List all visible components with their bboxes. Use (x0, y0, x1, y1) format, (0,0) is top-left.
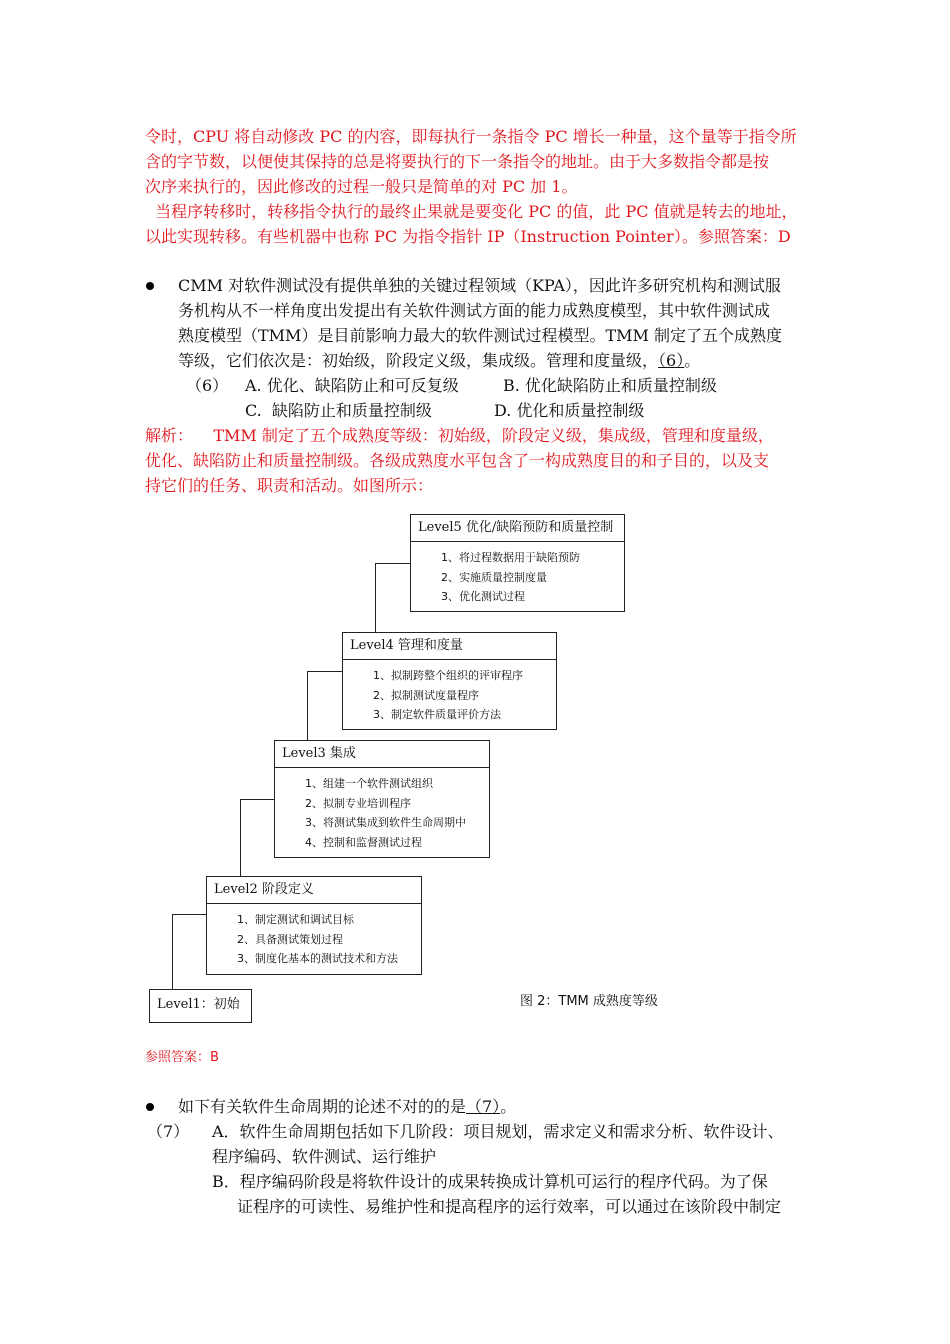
q6-option-b: B. 优化缺陷防止和质量控制级 (503, 376, 717, 395)
para1-line-1: 令时，CPU 将自动修改 PC 的内容，即每执行一条指令 PC 增长一种量，这个量等于指令所 (145, 127, 797, 146)
connector-l2-l3 (240, 799, 241, 877)
connector-l1-l2-h (172, 914, 207, 915)
q7-stem (178, 1094, 516, 1119)
q7-stem-suffix: 。 (500, 1097, 517, 1116)
q6-line-2: 务机构从不一样角度出发提出有关软件测试方面的能力成熟度模型，其中软件测试成 (178, 301, 771, 320)
connector-l3-l4-h (307, 671, 343, 672)
q6-analysis-line-3: 持它们的任务、职责和活动。如图所示： (145, 476, 434, 495)
connector-l1-l2 (172, 914, 173, 990)
level3-item-2: 2、拟制专业培训程序 (305, 796, 411, 810)
level3-title: Level3 集成 (275, 741, 489, 768)
q6-option-d: D. 优化和质量控制级 (494, 401, 645, 420)
level4-item-1: 1、拟制跨整个组织的评审程序 (373, 669, 523, 682)
para1-line-3: 次序来执行的，因此修改的过程一般只是简单的对 PC 加 1。 (145, 177, 578, 196)
level4-item-3: 3、制定软件质量评价方法 (373, 708, 501, 721)
bullet-icon (146, 282, 154, 290)
level3-box (274, 740, 490, 858)
q7-option-a-line-1: A．软件生命周期包括如下几阶段：项目规划，需求定义和需求分析、软件设计、 (212, 1122, 784, 1141)
para1-line-2: 含的字节数，以便使其保持的总是将要执行的下一条指令的地址。由于大多数指令都是按 (145, 152, 770, 171)
q7-option-a-line-2: 程序编码、软件测试、运行维护 (212, 1147, 437, 1166)
level2-item-1: 1、制定测试和调试目标 (237, 913, 354, 926)
level2-box (206, 876, 422, 975)
level1-title: Level1：初始 (157, 997, 240, 1012)
q6-line-4 (178, 348, 700, 373)
q6-option-c: C. 缺陷防止和质量控制级 (245, 401, 432, 420)
q6-line-4-suffix: 。 (684, 351, 701, 370)
level5-item-2: 2、实施质量控制度量 (441, 570, 547, 584)
level2-item-2: 2、具备测试策划过程 (237, 932, 343, 946)
level5-item-3: 3、优化测试过程 (441, 590, 525, 603)
level4-box (342, 632, 557, 730)
connector-l4-l5 (375, 563, 376, 633)
level1-box (149, 989, 252, 1023)
q6-line-3: 熟度模型（TMM）是目前影响力最大的软件测试过程模型。TMM 制定了五个成熟度 (178, 326, 782, 345)
level5-title: Level5 优化/缺陷预防和质量控制 (411, 515, 624, 542)
q6-answer: 参照答案：B (145, 1050, 219, 1065)
para1-line-5: 以此实现转移。有些机器中也称 PC 为指令指针 IP（Instruction Pointer）。参照答案：D (145, 227, 791, 246)
level2-title: Level2 阶段定义 (207, 877, 421, 904)
q6-analysis-line-2: 优化、缺陷防止和质量控制级。各级成熟度水平包含了一构成熟度目的和子目的，以及支 (145, 451, 770, 470)
level3-item-3: 3、将测试集成到软件生命周期中 (305, 816, 466, 829)
level5-box (410, 514, 625, 612)
q7-option-b-line-2: 证程序的可读性、易维护性和提高程序的运行效率，可以通过在该阶段中制定 (237, 1197, 782, 1216)
q6-analysis-line-1: 解析： TMM 制定了五个成熟度等级：初始级，阶段定义级，集成级，管理和度量级， (145, 426, 774, 445)
para1-line-4: 当程序转移时，转移指令执行的最终止果就是要变化 PC 的值，此 PC 值就是转去的地址， (145, 202, 798, 221)
q7-blank: （7） (466, 1097, 501, 1116)
level2-item-3: 3、制度化基本的测试技术和方法 (237, 952, 398, 965)
level3-item-4: 4、控制和监督测试过程 (305, 835, 422, 849)
level4-title: Level4 管理和度量 (343, 633, 556, 660)
level4-item-2: 2、拟制测试度量程序 (373, 688, 479, 702)
q7-option-b-line-1: B．程序编码阶段是将软件设计的成果转换成计算机可运行的程序代码。为了保 (212, 1172, 768, 1191)
q6-option-a: A. 优化、缺陷防止和可反复级 (245, 376, 459, 395)
q6-blank: （6） (658, 351, 685, 370)
q6-number: （6） (186, 376, 229, 395)
connector-l4-l5-h (375, 563, 411, 564)
level3-item-1: 1、组建一个软件测试组织 (305, 777, 433, 790)
q6-line-1: CMM 对软件测试没有提供单独的关键过程领域（KPA），因此许多研究机构和测试服 (178, 276, 781, 295)
q6-line-4-prefix: 等级，它们依次是：初始级，阶段定义级，集成级。管理和度量级， (178, 351, 659, 370)
diagram-caption: 图 2：TMM 成熟度等级 (520, 994, 658, 1009)
q7-number: （7） (147, 1122, 190, 1141)
q7-stem-prefix: 如下有关软件生命周期的论述不对的的是 (178, 1097, 467, 1116)
level5-item-1: 1、将过程数据用于缺陷预防 (441, 551, 580, 564)
connector-l2-l3-h (240, 799, 275, 800)
bullet-icon (146, 1103, 154, 1111)
connector-l3-l4 (307, 671, 308, 741)
